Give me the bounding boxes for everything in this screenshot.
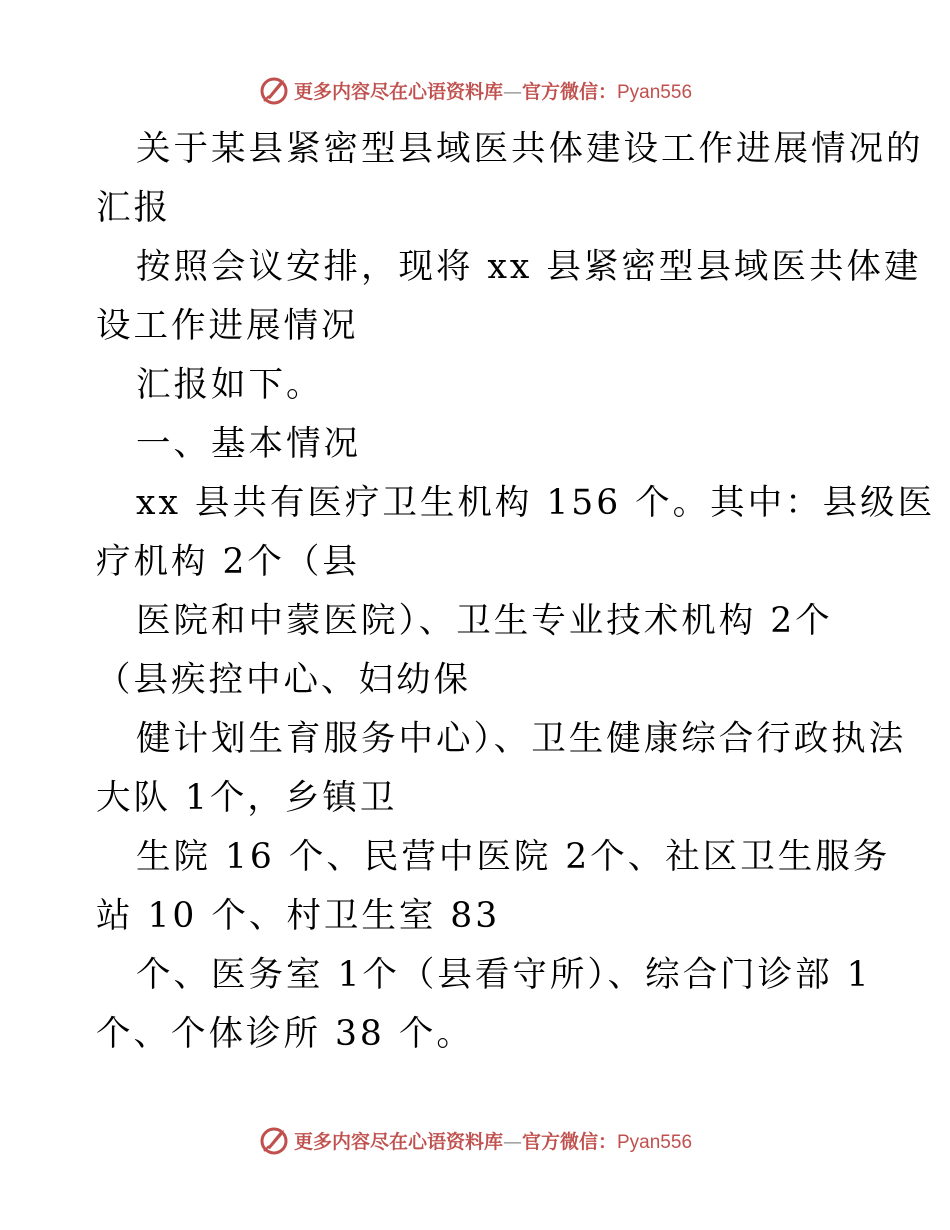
paragraph-line: 设工作进展情况 [96,306,359,346]
paragraph-line: 健计划生育服务中心）、卫生健康综合行政执法 [136,719,907,759]
document-title-continued: 汇报 [96,188,171,228]
paragraph-line: 医院和中蒙医院）、卫生专业技术机构 2个 [136,601,833,641]
paragraph-line: 按照会议安排，现将 xx 县紧密型县域医共体建 [136,247,922,287]
paragraph-line: 个、个体诊所 38 个。 [96,1014,474,1054]
paragraph-line: xx 县共有医疗卫生机构 156 个。其中：县级医 [136,483,936,523]
paragraph-line: 疗机构 2个（县 [96,542,360,582]
paragraph-line: 大队 1个，乡镇卫 [96,778,398,818]
watermark-text: 更多内容尽在心语资料库—官方微信：Pyan556 [293,1130,693,1153]
document-title: 关于某县紧密型县域医共体建设工作进展情况的 [136,129,924,169]
header-watermark-banner [0,72,950,108]
footer-watermark-banner [0,1122,950,1158]
quill-logo-icon [258,1124,290,1156]
document-body [96,120,936,1064]
paragraph-line: 汇报如下。 [136,365,324,405]
paragraph-line: （县疾控中心、妇幼保 [96,660,471,700]
paragraph-line: 站 10 个、村卫生室 83 [96,896,501,936]
paragraph-line: 生院 16 个、民营中医院 2个、社区卫生服务 [136,837,891,877]
watermark-text: 更多内容尽在心语资料库—官方微信：Pyan556 [293,80,693,103]
quill-logo-icon [258,74,290,106]
paragraph-line: 个、医务室 1个（县看守所）、综合门诊部 1 [136,955,872,995]
section-heading: 一、基本情况 [136,424,361,464]
